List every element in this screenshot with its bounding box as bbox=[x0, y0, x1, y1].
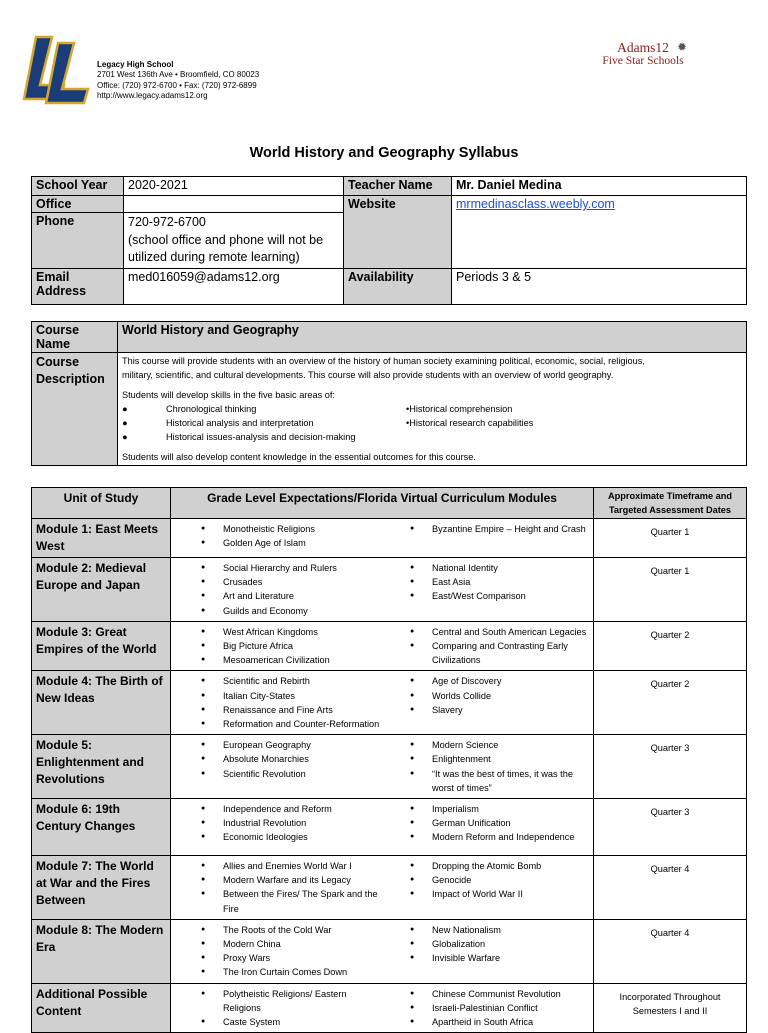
desc-line-2: military, scientific, and cultural developments. This course will also provide students with an overview of world geography. bbox=[122, 370, 614, 380]
module-item: ● Economic Ideologies bbox=[173, 830, 382, 844]
phone-note-2: utilized during remote learning) bbox=[128, 250, 300, 264]
unit-modules bbox=[171, 799, 594, 856]
module-item: ● Polytheistic Religions/ Eastern Religions bbox=[173, 987, 382, 1015]
unit-title: Module 2: Medieval Europe and Japan bbox=[32, 558, 171, 622]
module-item: ● The Roots of the Cold War bbox=[173, 923, 382, 937]
unit-modules bbox=[171, 735, 594, 799]
unit-row bbox=[32, 735, 747, 799]
unit-modules bbox=[171, 621, 594, 671]
module-item: ● Chinese Communist Revolution bbox=[382, 987, 591, 1001]
module-item: ● Caste System bbox=[173, 1015, 382, 1029]
module-item: ● Mesoamerican Civilization bbox=[173, 653, 382, 667]
unit-row bbox=[32, 558, 747, 622]
units-table bbox=[31, 487, 747, 1033]
unit-timeframe: Quarter 4 bbox=[594, 856, 747, 920]
unit-timeframe: Incorporated Throughout Semesters I and II bbox=[594, 983, 747, 1033]
module-item: ● Absolute Monarchies bbox=[173, 752, 382, 766]
module-item: ● Comparing and Contrasting Early Civilizations bbox=[382, 639, 591, 667]
unit-header: Unit of Study bbox=[32, 488, 171, 519]
unit-row bbox=[32, 919, 747, 983]
unit-modules bbox=[171, 558, 594, 622]
legacy-logo bbox=[18, 33, 94, 105]
school-url[interactable]: http://www.legacy.adams12.org bbox=[97, 90, 208, 100]
module-item: ● German Unification bbox=[382, 816, 591, 830]
module-item: ● Dropping the Atomic Bomb bbox=[382, 859, 591, 873]
office-label: Office bbox=[32, 196, 124, 213]
unit-title: Module 8: The Modern Era bbox=[32, 919, 171, 983]
office-value bbox=[124, 196, 344, 213]
module-item: ● Between the Fires/ The Spark and the Fire bbox=[173, 887, 382, 915]
availability-value: Periods 3 & 5 bbox=[452, 268, 747, 304]
unit-modules bbox=[171, 856, 594, 920]
module-item: ● Worlds Collide bbox=[382, 689, 591, 703]
school-info bbox=[97, 60, 259, 101]
module-item: ● Enlightenment bbox=[382, 752, 591, 766]
unit-rows bbox=[32, 519, 747, 1033]
module-item: ● Modern Reform and Independence bbox=[382, 830, 591, 844]
unit-timeframe: Quarter 1 bbox=[594, 558, 747, 622]
module-item: ● Social Hierarchy and Rulers bbox=[173, 561, 382, 575]
desc-line-1: This course will provide students with an overview of the history of human society examining political, economic, social, religious, bbox=[122, 356, 645, 366]
unit-timeframe: Quarter 2 bbox=[594, 621, 747, 671]
module-item: ● The Iron Curtain Comes Down bbox=[173, 965, 382, 979]
school-phone: Office: (720) 972-6700 • Fax: (720) 972-6899 bbox=[97, 80, 257, 90]
unit-row bbox=[32, 799, 747, 856]
district-logo-top: Adams12 bbox=[617, 40, 669, 55]
module-item: ● New Nationalism bbox=[382, 923, 591, 937]
unit-row bbox=[32, 621, 747, 671]
module-item: ● Modern China bbox=[173, 937, 382, 951]
skill-item: Historical issues-analysis and decision-making bbox=[166, 432, 356, 442]
module-item: ● Slavery bbox=[382, 703, 591, 717]
unit-title: Module 6: 19th Century Changes bbox=[32, 799, 171, 856]
school-year-value: 2020-2021 bbox=[124, 177, 344, 196]
skill-item: Historical analysis and interpretation bbox=[166, 418, 314, 428]
page-title: World History and Geography Syllabus bbox=[249, 145, 519, 161]
module-item: ● Invisible Warfare bbox=[382, 951, 591, 965]
module-item: ● Golden Age of Islam bbox=[173, 536, 382, 550]
teacher-name-value: Mr. Daniel Medina bbox=[452, 177, 747, 196]
course-name-label: Course Name bbox=[32, 322, 118, 353]
module-item: ● Genocide bbox=[382, 873, 591, 887]
module-item: ● Guilds and Economy bbox=[173, 604, 382, 618]
module-item: ● Age of Discovery bbox=[382, 674, 591, 688]
module-item: ● Apartheid in South Africa bbox=[382, 1015, 591, 1029]
unit-row bbox=[32, 856, 747, 920]
module-item: ● Imperialism bbox=[382, 802, 591, 816]
skill-item: •Historical research capabilities bbox=[406, 418, 534, 428]
module-item: ● Italian City-States bbox=[173, 689, 382, 703]
unit-title: Module 1: East Meets West bbox=[32, 519, 171, 558]
module-item: ● Allies and Enemies World War I bbox=[173, 859, 382, 873]
skill-item: •Historical comprehension bbox=[406, 404, 513, 414]
skills-list: ● Chronological thinking •Historical comprehension ● Historical analysis and interpretation •Historical research capabilities ● Historical issues-analysis and decision-making bbox=[122, 402, 742, 444]
unit-timeframe: Quarter 4 bbox=[594, 919, 747, 983]
course-description bbox=[118, 353, 747, 466]
module-item: ● Israeli-Palestinian Conflict bbox=[382, 1001, 591, 1015]
module-item: ● Independence and Reform bbox=[173, 802, 382, 816]
unit-title: Module 5: Enlightenment and Revolutions bbox=[32, 735, 171, 799]
unit-row bbox=[32, 519, 747, 558]
unit-title: Module 4: The Birth of New Ideas bbox=[32, 671, 171, 735]
module-item: ● East Asia bbox=[382, 575, 591, 589]
unit-modules bbox=[171, 671, 594, 735]
unit-row bbox=[32, 671, 747, 735]
module-item: ● European Geography bbox=[173, 738, 382, 752]
module-item: ● Impact of World War II bbox=[382, 887, 591, 901]
module-item: ● Big Picture Africa bbox=[173, 639, 382, 653]
availability-label: Availability bbox=[344, 268, 452, 304]
module-item: ● National Identity bbox=[382, 561, 591, 575]
module-item: ● Industrial Revolution bbox=[173, 816, 382, 830]
skill-item: Chronological thinking bbox=[166, 404, 257, 414]
course-description-label-2: Description bbox=[36, 372, 105, 386]
unit-timeframe: Quarter 3 bbox=[594, 735, 747, 799]
module-item: ● Proxy Wars bbox=[173, 951, 382, 965]
module-item: ● Monotheistic Religions bbox=[173, 522, 382, 536]
module-item: ● Central and South American Legacies bbox=[382, 625, 591, 639]
unit-timeframe: Quarter 3 bbox=[594, 799, 747, 856]
phone-cell bbox=[124, 213, 344, 269]
website-label: Website bbox=[344, 196, 452, 269]
module-item: ● Modern Science bbox=[382, 738, 591, 752]
district-logo bbox=[593, 40, 693, 80]
unit-modules bbox=[171, 983, 594, 1033]
module-item: ● Art and Literature bbox=[173, 589, 382, 603]
module-item: ● Modern Warfare and its Legacy bbox=[173, 873, 382, 887]
module-item: ● Crusades bbox=[173, 575, 382, 589]
module-item: ● Scientific Revolution bbox=[173, 767, 382, 781]
module-item: ● East/West Comparison bbox=[382, 589, 591, 603]
module-item: ● Byzantine Empire – Height and Crash bbox=[382, 522, 591, 536]
module-item: ● Reformation and Counter-Reformation bbox=[173, 717, 382, 731]
phone-label: Phone bbox=[32, 213, 124, 269]
module-item: ● “It was the best of times, it was the worst of times” bbox=[382, 767, 591, 795]
module-item: ● Scientific and Rebirth bbox=[173, 674, 382, 688]
teacher-name-label: Teacher Name bbox=[344, 177, 452, 196]
phone-note-1: (school office and phone will not be bbox=[128, 232, 324, 247]
modules-header: Grade Level Expectations/Florida Virtual Curriculum Modules bbox=[171, 488, 594, 519]
unit-title: Additional Possible Content bbox=[32, 983, 171, 1033]
unit-title: Module 3: Great Empires of the World bbox=[32, 621, 171, 671]
unit-timeframe: Quarter 1 bbox=[594, 519, 747, 558]
closing-line: Students will also develop content knowledge in the essential outcomes for this course. bbox=[122, 452, 476, 462]
email-label: Email Address bbox=[32, 268, 124, 304]
school-address: 2701 West 136th Ave • Broomfield, CO 80023 bbox=[97, 70, 260, 80]
module-item: ● West African Kingdoms bbox=[173, 625, 382, 639]
course-name-value: World History and Geography bbox=[118, 322, 747, 353]
sun-icon: ✹ bbox=[676, 40, 687, 54]
unit-modules bbox=[171, 519, 594, 558]
unit-row bbox=[32, 983, 747, 1033]
school-year-label: School Year bbox=[32, 177, 124, 196]
course-description-label bbox=[32, 353, 118, 466]
unit-title: Module 7: The World at War and the Fires Between bbox=[32, 856, 171, 920]
course-table bbox=[31, 321, 747, 466]
skills-intro: Students will develop skills in the five basic areas of: bbox=[122, 390, 335, 400]
module-item: ● Globalization bbox=[382, 937, 591, 951]
course-description-label-1: Course bbox=[36, 355, 80, 369]
info-table bbox=[31, 176, 747, 305]
time-header: Approximate Timeframe and Targeted Assessment Dates bbox=[594, 488, 747, 519]
module-item: ● Renaissance and Fine Arts bbox=[173, 703, 382, 717]
district-logo-bottom: Five Star Schools bbox=[602, 55, 684, 67]
phone-value: 720-972-6700 bbox=[128, 215, 206, 229]
school-name: Legacy High School bbox=[97, 60, 174, 69]
website-link[interactable]: mrmedinasclass.weebly.com bbox=[456, 197, 615, 211]
unit-timeframe: Quarter 2 bbox=[594, 671, 747, 735]
unit-modules bbox=[171, 919, 594, 983]
email-value: med016059@adams12.org bbox=[124, 268, 344, 304]
